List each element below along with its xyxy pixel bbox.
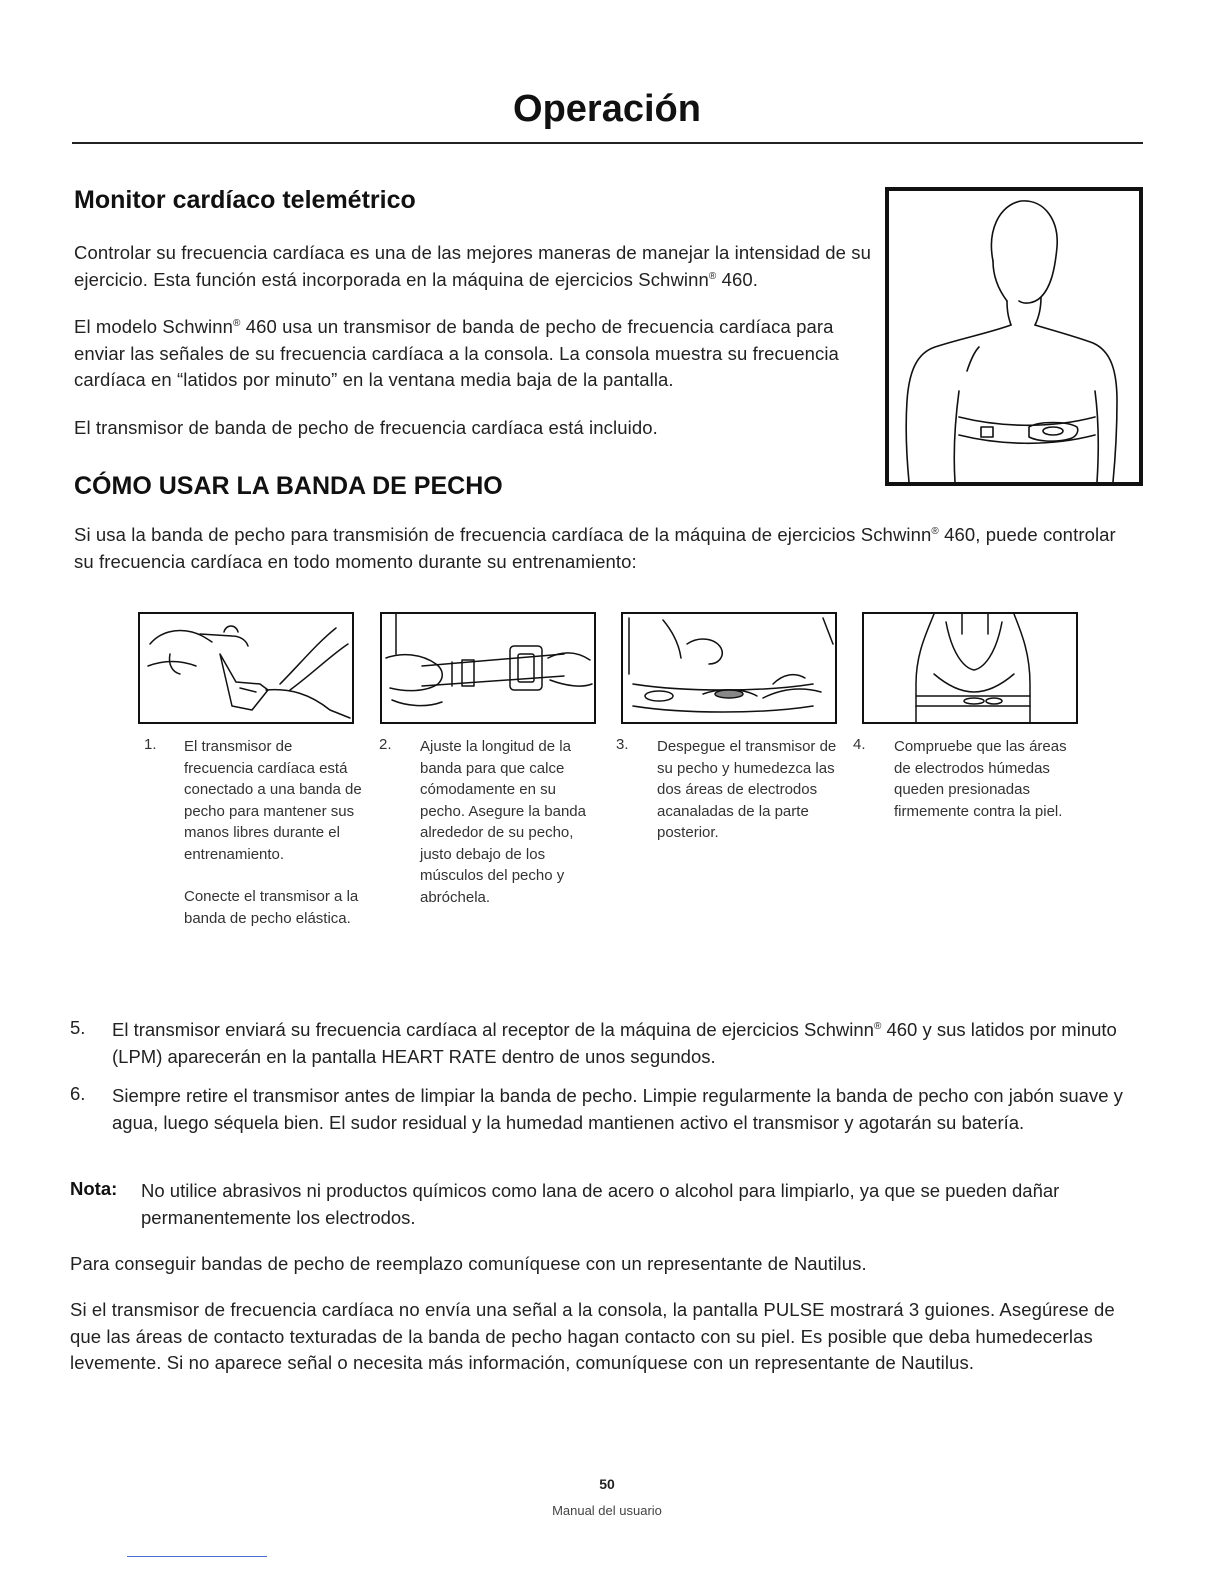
item-5-number: 5. <box>70 1017 86 1038</box>
chest-strap-illustration <box>885 187 1143 486</box>
step-1-illustration <box>138 612 354 724</box>
intro-paragraph-3: El transmisor de banda de pecho de frecuencia cardíaca está incluido. <box>74 417 658 438</box>
step-1-number: 1. <box>144 736 157 753</box>
intro-paragraph-1: Controlar su frecuencia cardíaca es una de las mejores maneras de manejar la intensidad de su ejercicio. Esta función está incorporada en la máquina de ejercicios Schwinn® 460. <box>74 242 872 290</box>
item-6-text: Siempre retire el transmisor antes de limpiar la banda de pecho. Limpie regularmente la banda de pecho con jabón suave y agua, luego séquela bien. El sudor residual y la humedad mantienen activo el transmisor y agotarán su batería. <box>112 1085 1123 1133</box>
step-1-text: El transmisor de frecuencia cardíaca está conectado a una banda de pecho para mantener sus manos libres durante el entrenamiento. Conecte el transmisor a la banda de pecho elástica. <box>184 738 362 927</box>
page-title: Operación <box>513 88 701 130</box>
step-4-illustration <box>862 612 1078 724</box>
section-title: Monitor cardíaco telemétrico <box>74 186 416 214</box>
page-number: 50 <box>599 1476 615 1492</box>
item-5-text: El transmisor enviará su frecuencia cardíaca al receptor de la máquina de ejercicios Schwinn® 460 y sus latidos por minuto (LPM) aparecerán en la pantalla HEART RATE dentro de unos segundos. <box>112 1019 1117 1067</box>
intro-paragraph-2: El modelo Schwinn® 460 usa un transmisor de banda de pecho de frecuencia cardíaca para enviar las señales de su frecuencia cardíaca a la consola. La consola muestra su frecuencia cardíaca en “latidos por minuto” en la ventana media baja de la pantalla. <box>74 316 839 390</box>
footer-text: Manual del usuario <box>552 1503 662 1518</box>
subsection-title: CÓMO USAR LA BANDA DE PECHO <box>74 472 503 500</box>
step-3-illustration <box>621 612 837 724</box>
note-text: No utilice abrasivos ni productos químicos como lana de acero o alcohol para limpiarlo, ya que se pueden dañar permanentemente los electrodos. <box>141 1180 1060 1228</box>
step-3-text: Despegue el transmisor de su pecho y humedezca las dos áreas de electrodos acanaladas de la parte posterior. <box>657 738 837 841</box>
step-4-text: Compruebe que las áreas de electrodos húmedas queden presionadas firmemente contra la piel. <box>894 738 1067 820</box>
step-2-illustration <box>380 612 596 724</box>
usage-paragraph: Si usa la banda de pecho para transmisión de frecuencia cardíaca de la máquina de ejercicios Schwinn® 460, puede controlar su frecuencia cardíaca en todo momento durante su entrenamiento: <box>74 524 1116 572</box>
item-6-number: 6. <box>70 1083 86 1104</box>
title-divider <box>72 142 1143 144</box>
scan-edge-line <box>127 1556 267 1557</box>
step-3-number: 3. <box>616 736 629 753</box>
step-4-number: 4. <box>853 736 866 753</box>
troubleshoot-paragraph: Si el transmisor de frecuencia cardíaca no envía una señal a la consola, la pantalla PULSE mostrará 3 guiones. Asegúrese de que las áreas de contacto texturadas de la banda de pecho hagan contacto con su piel. Es posible que deba humedecerlas levemente. Si no aparece señal o necesita más información, comuníquese con un representante de Nautilus. <box>70 1299 1115 1373</box>
note-label: Nota: <box>70 1178 118 1199</box>
replacement-paragraph: Para conseguir bandas de pecho de reemplazo comuníquese con un representante de Nautilus. <box>70 1253 867 1274</box>
step-2-number: 2. <box>379 736 392 753</box>
step-2-text: Ajuste la longitud de la banda para que calce cómodamente en su pecho. Asegure la banda alrededor de su pecho, justo debajo de los músculos del pecho y abróchela. <box>420 738 586 906</box>
